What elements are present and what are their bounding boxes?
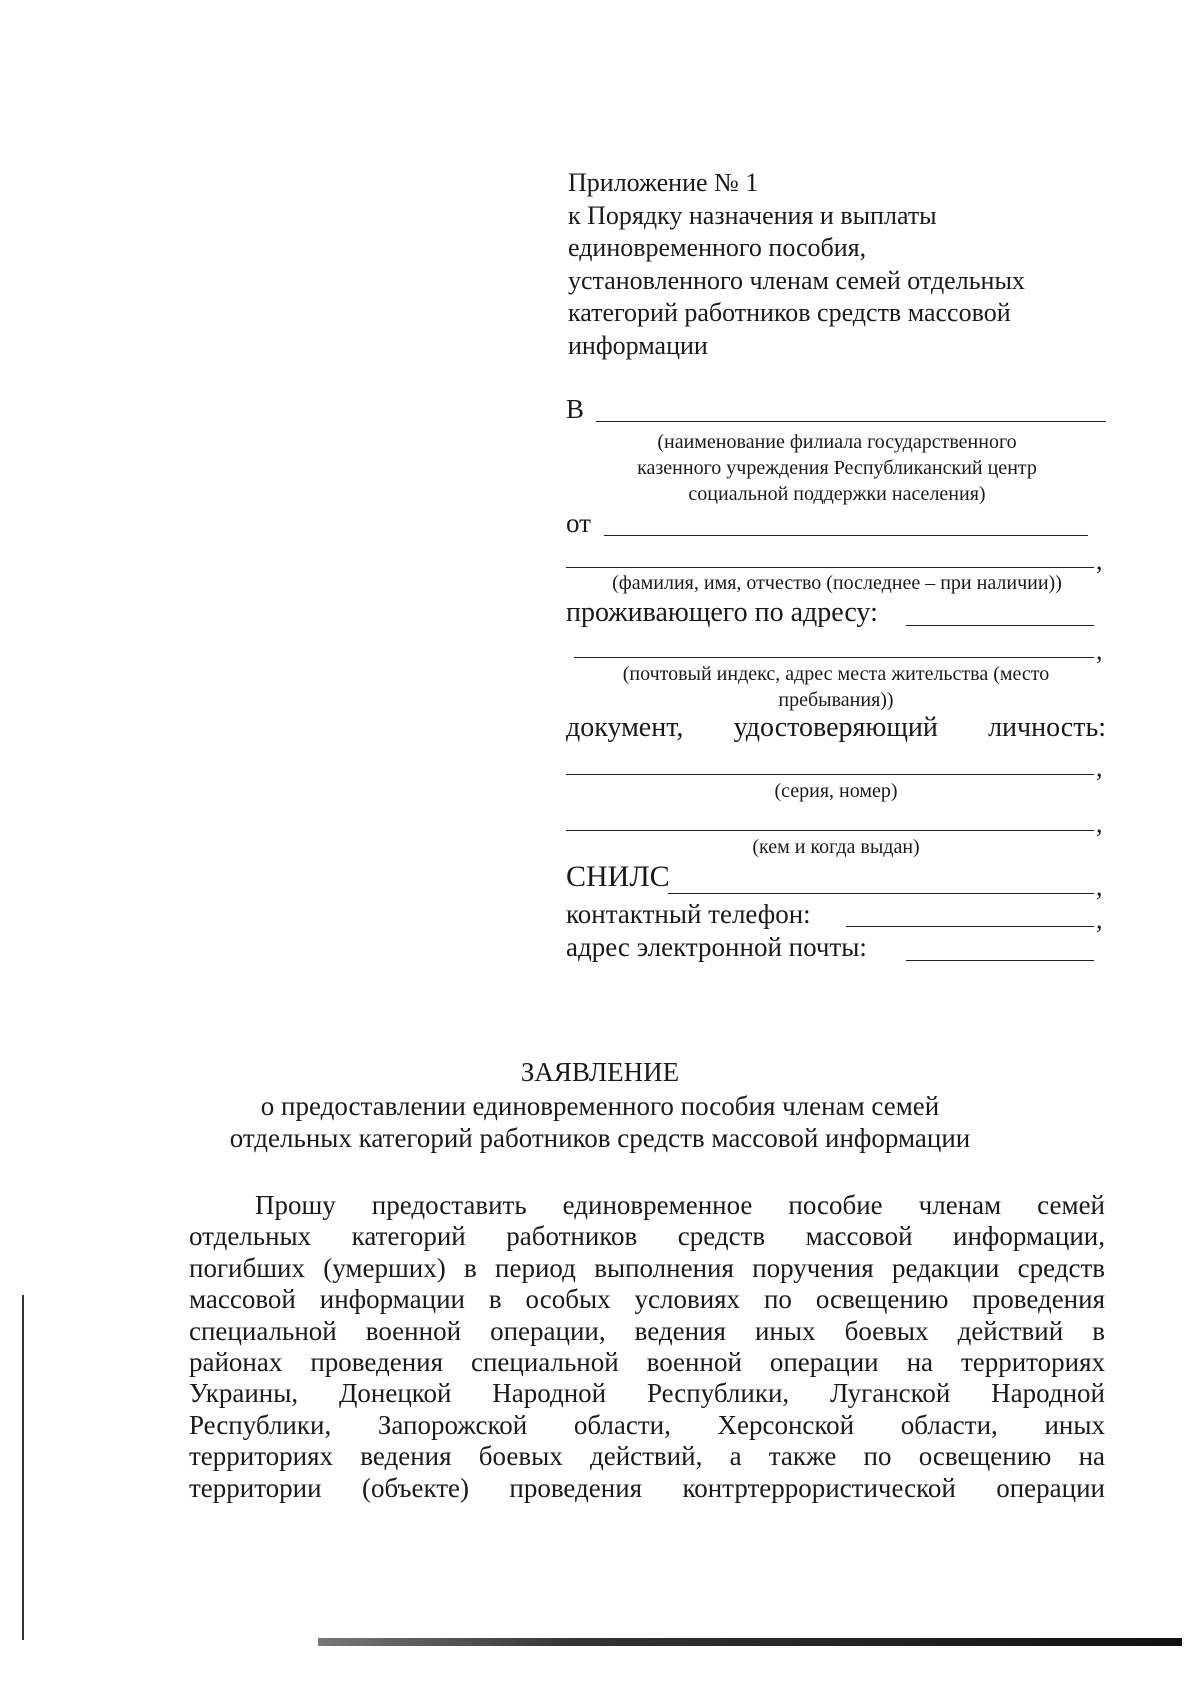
email-field[interactable] [906,960,1094,961]
appendix-line: установленного членам семей отдельных [568,265,1025,295]
address-field[interactable] [906,625,1094,626]
caption-line: (почтовый индекс, адрес места жительства (место [622,663,1050,685]
body-line: массовой информации в особых условиях по освещению проведения [189,1284,1105,1315]
address-label: проживающего по адресу: [566,597,878,628]
series-number-field[interactable] [566,774,1094,775]
caption-line: социальной поддержки населения) [688,483,986,505]
phone-label: контактный телефон: [566,899,811,929]
caption-line: (наименование филиала государственного [657,431,1017,453]
body-line: территориях ведения боевых действий, а также по освещению на [189,1441,1105,1472]
comma: , [1096,905,1103,934]
caption-line: казенного учреждения Республиканский центр [637,457,1037,479]
to-field[interactable] [596,421,1106,422]
appendix-line: единовременного пособия, [568,233,867,262]
address-field-continued[interactable] [574,657,1094,658]
address-caption [566,661,1106,713]
caption-line: пребывания)) [778,689,894,711]
body-line: специальной военной операции, ведения иных боевых действий в [189,1315,1105,1346]
id-doc-word: удостоверяющий [733,712,938,743]
snils-label: СНИЛС [566,860,670,893]
appendix-line: категорий работников средств массовой [568,298,1011,327]
statement-subtitle-line: отдельных категорий работников средств массовой информации [229,1123,971,1153]
phone-field[interactable] [846,926,1094,927]
from-field[interactable] [604,535,1088,536]
statement-subtitle-line: о предоставлении единовременного пособия членам семей [260,1091,940,1121]
snils-field[interactable] [668,893,1094,894]
email-label: адрес электронной почты: [566,932,867,962]
appendix-header [568,167,1128,362]
body-line: Прошу предоставить единовременное пособие членам семей [255,1190,1105,1220]
comma: , [1096,809,1103,838]
appendix-line: Приложение № 1 [568,168,759,197]
to-caption [582,429,1092,507]
body-line: Республики, Запорожской области, Херсонской области, иных [189,1409,1105,1440]
series-caption: (серия, номер) [774,780,898,802]
id-document-label [566,712,1106,744]
appendix-line: информации [568,330,708,360]
to-label: В [566,394,585,424]
scan-edge-left [22,1295,24,1640]
issued-caption: (кем и когда выдан) [752,836,920,858]
name-caption: (фамилия, имя, отчество (последнее – при наличии)) [612,572,1062,594]
statement-body [189,1190,1105,1504]
comma: , [1096,753,1103,782]
body-line: отдельных категорий работников средств массовой информации, [189,1221,1105,1252]
id-doc-word: личность: [988,712,1106,743]
id-doc-word: документ, [566,712,684,743]
scan-edge-bottom [318,1638,1182,1646]
statement-title: ЗАЯВЛЕНИЕ [520,1057,680,1087]
issued-field[interactable] [566,830,1094,831]
comma: , [1096,546,1103,575]
from-label: от [566,508,591,538]
comma: , [1096,636,1103,665]
body-line: районах проведения специальной военной операции на территориях [189,1347,1105,1378]
appendix-line: к Порядку назначения и выплаты [568,200,937,230]
body-line: Украины, Донецкой Народной Республики, Луганской Народной [189,1378,1105,1409]
body-line: территории (объекте) проведения контртеррористической операции [189,1472,1105,1503]
from-field-continued[interactable] [566,567,1094,568]
body-line: погибших (умерших) в период выполнения поручения редакции средств [189,1252,1105,1283]
comma: , [1096,872,1103,901]
